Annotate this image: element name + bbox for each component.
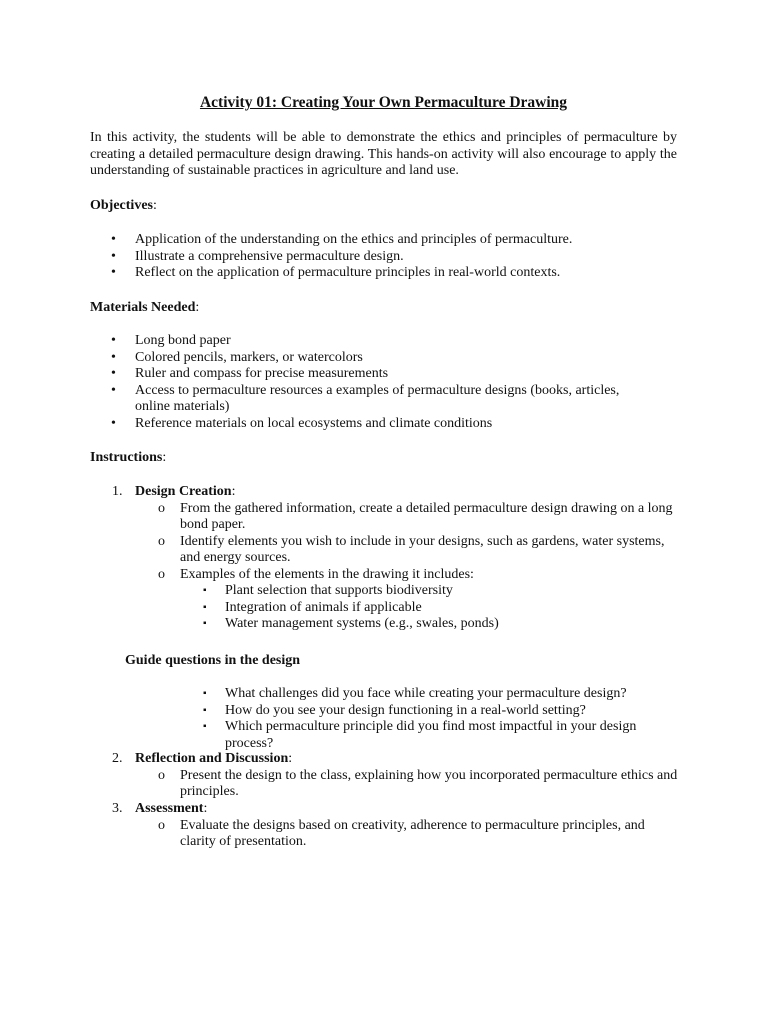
guide-questions-list <box>203 686 665 752</box>
sub-text: Identify elements you wish to include in your designs, such as gardens, water systems, and energy sources. <box>180 533 665 565</box>
square-bullet-icon: ▪ <box>203 601 207 613</box>
materials-heading-text: Materials Needed <box>90 300 196 315</box>
square-bullet-icon: ▪ <box>203 618 207 629</box>
objective-text: Illustrate a comprehensive permaculture design. <box>135 248 404 264</box>
sub-text: Evaluate the designs based on creativity, adherence to permaculture principles, and clarity of presentation. <box>180 817 645 849</box>
bullet-icon: • <box>111 415 116 431</box>
bullet-icon: • <box>111 265 116 280</box>
guide-question-text: Which permaculture principle did you find most impactful in your design process? <box>225 719 637 751</box>
list-item <box>90 265 677 282</box>
instructions-heading <box>90 449 166 466</box>
step-number: 2. <box>112 751 123 766</box>
intro-text-1: In this activity, the students will be able to demonstrate the ethics and principles of permaculture by creating a detailed permaculture design drawing. This hands-on activity will also encourage to apply the <box>90 130 677 162</box>
step-number: 1. <box>112 484 123 499</box>
step-colon: : <box>203 801 208 816</box>
document-title: Activity 01: Creating Your Own Permaculture Drawing <box>199 94 568 111</box>
list-item <box>158 566 675 633</box>
circle-bullet-icon: o <box>158 566 165 582</box>
intro-paragraph <box>90 130 677 180</box>
square-bullet-icon: ▪ <box>203 688 207 699</box>
materials-list <box>90 333 650 432</box>
instructions-heading-text: Instructions <box>90 450 163 465</box>
list-item <box>90 383 650 416</box>
list-item <box>203 583 675 600</box>
square-bullet-icon: ▪ <box>203 585 207 596</box>
examples-list <box>180 583 675 633</box>
instructions-colon: : <box>162 450 167 465</box>
list-item <box>158 533 675 567</box>
list-item <box>203 719 665 752</box>
intro-text-2: understanding of sustainable practices in agriculture and land use. <box>90 163 459 178</box>
step-sublist <box>135 768 680 801</box>
list-item <box>158 767 680 801</box>
list-item <box>90 366 650 383</box>
materials-heading <box>90 299 199 316</box>
circle-bullet-icon: o <box>158 767 165 783</box>
example-text: Water management systems (e.g., swales, ponds) <box>225 616 499 631</box>
list-item <box>90 350 650 367</box>
objective-text: Reflect on the application of permaculture principles in real-world contexts. <box>135 265 561 280</box>
square-bullet-icon: ▪ <box>203 704 207 716</box>
bullet-icon: • <box>111 382 116 398</box>
list-item <box>203 616 675 633</box>
step-title: Reflection and Discussion <box>135 751 289 766</box>
objectives-colon: : <box>152 198 157 213</box>
circle-bullet-icon: o <box>158 817 165 833</box>
objectives-heading-text: Objectives <box>90 198 153 213</box>
instructions-step-1 <box>90 484 677 633</box>
materials-colon: : <box>195 300 200 315</box>
material-text: Reference materials on local ecosystems and climate conditions <box>135 415 493 431</box>
sub-text: From the gathered information, create a detailed permaculture design drawing on a long bond paper. <box>180 500 673 532</box>
example-text: Integration of animals if applicable <box>225 599 422 615</box>
example-text: Plant selection that supports biodiversity <box>225 583 453 598</box>
circle-bullet-icon: o <box>158 500 165 516</box>
list-item <box>90 232 677 249</box>
circle-bullet-icon: o <box>158 533 165 549</box>
square-bullet-icon: ▪ <box>203 721 207 732</box>
step-title: Assessment <box>135 801 204 816</box>
material-text: Access to permaculture resources a examples of permaculture designs (books, articles, online materials) <box>135 382 620 414</box>
step-colon: : <box>231 484 236 499</box>
list-item <box>90 751 677 801</box>
list-item <box>90 801 677 851</box>
instructions-step-2 <box>90 751 677 801</box>
material-text: Long bond paper <box>135 333 231 348</box>
objectives-heading <box>90 197 157 214</box>
sub-text: Examples of the elements in the drawing it includes: <box>180 566 474 582</box>
instructions-step-3 <box>90 801 677 851</box>
list-item <box>203 599 675 617</box>
step-colon: : <box>288 751 293 766</box>
bullet-icon: • <box>111 333 116 348</box>
list-item <box>90 249 677 266</box>
list-item <box>90 333 650 350</box>
list-item <box>203 702 665 720</box>
material-text: Colored pencils, markers, or watercolors <box>135 349 363 365</box>
list-item <box>158 817 660 851</box>
objectives-list <box>90 232 677 282</box>
guide-question-text: How do you see your design functioning in a real-world setting? <box>225 702 586 718</box>
bullet-icon: • <box>111 248 116 264</box>
material-text: Ruler and compass for precise measurements <box>135 366 389 381</box>
step-number: 3. <box>112 801 123 816</box>
bullet-icon: • <box>111 232 116 247</box>
list-item <box>203 686 665 703</box>
bullet-icon: • <box>111 349 116 365</box>
objective-text: Application of the understanding on the ethics and principles of permaculture. <box>135 232 573 247</box>
guide-question-text: What challenges did you face while creating your permaculture design? <box>225 686 627 701</box>
list-item <box>158 500 675 534</box>
list-item <box>90 416 650 433</box>
step-sublist <box>135 501 675 633</box>
list-item <box>90 484 677 633</box>
guide-questions-heading: Guide questions in the design <box>125 653 301 668</box>
step-sublist <box>135 818 660 851</box>
step-title: Design Creation <box>135 484 232 499</box>
sub-text: Present the design to the class, explaining how you incorporated permaculture ethics and principles. <box>180 767 678 799</box>
bullet-icon: • <box>111 366 116 381</box>
